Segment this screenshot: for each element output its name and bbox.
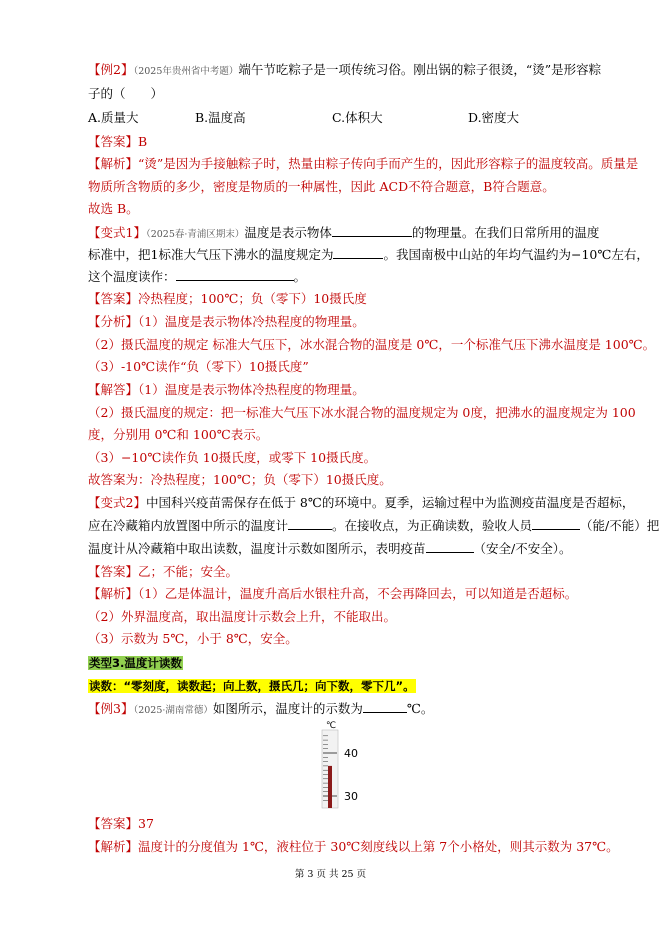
var1-stem3b: 。 [293, 269, 307, 284]
ex2-stem-line1 [88, 61, 601, 81]
type3-title-text: 类型3.温度计读数 [89, 656, 182, 670]
ex2-option-b: B.温度高 [195, 110, 246, 125]
var2-answer-tag: 【答案】 [88, 564, 139, 579]
var2-analysis-tag: 【解析】 [88, 586, 139, 601]
ex2-source: （2025年贵州省中考题） [133, 66, 239, 77]
ex3-answer-tag: 【答案】 [88, 816, 139, 831]
var2-analysis-line2: （2）外界温度高，取出温度计示数会上升，不能取出。 [88, 609, 396, 624]
var1-answer-tag: 【答案】 [88, 291, 139, 306]
var1-stem3a: 这个温度读作： [88, 269, 176, 284]
ex3-source: （2025·湖南常德） [133, 705, 213, 716]
var1-jieda-tag: 【解答】 [88, 382, 139, 397]
thermometer-label-40: 40 [344, 747, 358, 760]
ex3-analysis [88, 838, 619, 856]
var2-answer-value: 乙；不能；安全。 [138, 564, 239, 579]
ex2-analysis-line1 [88, 155, 638, 173]
ex2-stem-line2: 子的（ ） [88, 86, 164, 101]
ex3-answer-value: 37 [138, 816, 154, 831]
ex2-answer-value: B [138, 134, 148, 149]
ex2-analysis-line2: 物质所含物质的多少，密度是物质的一种属性，因此 ACD不符合题意，B符合题意。 [88, 179, 555, 194]
var1-stem-line1 [88, 224, 599, 244]
type3-title [88, 654, 183, 672]
page-footer: 第 3 页 共 25 页 [294, 869, 367, 880]
var2-answer [88, 563, 238, 581]
var1-stem2a: 标准中，把1标准大气压下沸水的温度规定为 [88, 247, 334, 262]
var2-stem-line3 [88, 540, 571, 558]
var1-stem-line2 [88, 246, 649, 264]
var1-blank-1[interactable] [332, 224, 412, 237]
var1-fenxi-line2: （2）摄氏温度的规定 标准大气压下，冰水混合物的温度是 0℃，一个标准气压下沸水温度是 100℃。 [88, 337, 656, 352]
var2-stem2c: （能/不能）把 [580, 518, 660, 533]
ex3-analysis-tag: 【解析】 [88, 839, 139, 854]
ex2-answer-tag: 【答案】 [88, 134, 139, 149]
var1-stem1b: 的物理量。在我们日常所用的温度 [411, 225, 600, 240]
var2-stem3b: （安全/不安全）。 [473, 541, 572, 556]
ex2-tag: 【例2】 [88, 62, 134, 77]
var1-fenxi-line1 [88, 313, 365, 331]
var1-fenxi-line3: （3）-10℃读作“负（零下）10摄氏度” [88, 359, 309, 374]
var1-jieda1: （1）温度是表示物体冷热程度的物理量。 [138, 382, 365, 397]
var2-stem-line1 [88, 494, 634, 512]
var2-stem-line2 [88, 517, 659, 535]
var2-tag: 【变式2】 [88, 495, 146, 510]
thermometer-unit: ℃ [325, 721, 337, 731]
var2-stem2b: 。在接收点，为正确读数，验收人员 [332, 518, 533, 533]
ex3-stem-a: 如图所示，温度计的示数为 [212, 701, 363, 716]
ex2-stem1: 端午节吃粽子是一项传统习俗。刚出锅的粽子很烫，“烫”是形容粽 [238, 62, 602, 77]
type3-tip-text: 读数：“零刻度，读数起；向上数，摄氏几；向下数，零下几”。 [89, 679, 415, 693]
ex2-analysis-tag: 【解析】 [88, 156, 139, 171]
ex3-answer [88, 815, 154, 833]
var1-stem1a: 温度是表示物体 [244, 225, 332, 240]
var2-stem2a: 应在冷藏箱内放置图中所示的温度计 [88, 518, 289, 533]
ex3-stem-b: ℃。 [406, 701, 434, 716]
var1-jieda-line1 [88, 381, 365, 399]
thermometer-label-30: 30 [344, 790, 358, 803]
ex2-option-d: D.密度大 [468, 110, 520, 125]
var1-jieda-line3: 度，分别用 0℃和 100℃表示。 [88, 427, 269, 442]
ex3-analysis-text: 温度计的分度值为 1℃，液柱位于 30℃刻度线以上第 7个小格处，则其示数为 37℃。 [138, 839, 619, 854]
ex2-option-a: A.质量大 [88, 110, 139, 125]
ex2-option-c: C.体积大 [332, 110, 383, 125]
var2-stem3a: 温度计从冷藏箱中取出读数，温度计示数如图所示，表明疫苗 [88, 541, 426, 556]
thermometer-svg [310, 720, 380, 810]
var1-jieda-line4: （3）−10℃读作负 10摄氏度，或零下 10摄氏度。 [88, 450, 377, 465]
var2-blank-1[interactable] [288, 517, 332, 530]
ex2-analysis1: “烫”是因为手接触粽子时，热量由粽子传向手而产生的，因此形容粽子的温度较高。质量是 [138, 156, 639, 171]
type3-tip [88, 677, 416, 695]
thermometer-figure [310, 720, 380, 810]
var1-source: （2025春·青浦区期末） [145, 229, 245, 240]
var2-blank-3[interactable] [426, 540, 474, 553]
ex3-tag: 【例3】 [88, 701, 134, 716]
ex3-stem [88, 700, 433, 720]
var1-answer-value: 冷热程度；100℃；负（零下）10摄氏度 [138, 291, 367, 306]
var1-fenxi-tag: 【分析】 [88, 314, 139, 329]
var2-stem1: 中国科兴疫苗需保存在低于 8℃的环境中。夏季，运输过程中为监测疫苗温度是否超标， [145, 495, 635, 510]
var2-analysis1: （1）乙是体温计，温度升高后水银柱升高，不会再降回去，可以知道是否超标。 [138, 586, 578, 601]
var2-blank-2[interactable] [532, 517, 580, 530]
var1-fenxi1: （1）温度是表示物体冷热程度的物理量。 [138, 314, 365, 329]
var1-tag: 【变式1】 [88, 225, 146, 240]
ex2-conclusion: 故选 B。 [88, 201, 139, 216]
thermometer-liquid-column [328, 766, 332, 808]
ex2-answer [88, 133, 147, 151]
var1-blank-3[interactable] [176, 268, 294, 281]
var2-analysis-line1 [88, 585, 577, 603]
var1-stem-line3 [88, 268, 306, 286]
var1-stem2b: 。我国南极中山站的年均气温约为−10℃左右， [383, 247, 649, 262]
var1-answer [88, 290, 367, 308]
ex3-blank[interactable] [363, 700, 407, 713]
var1-conclusion: 故答案为：冷热程度；100℃；负（零下）10摄氏度。 [88, 472, 392, 487]
var1-jieda-line2: （2）摄氏温度的规定：把一标准大气压下冰水混合物的温度规定为 0度，把沸水的温度规定为 100 [88, 405, 636, 420]
var1-blank-2[interactable] [333, 246, 383, 259]
var2-analysis-line3: （3）示数为 5℃，小于 8℃，安全。 [88, 631, 298, 646]
